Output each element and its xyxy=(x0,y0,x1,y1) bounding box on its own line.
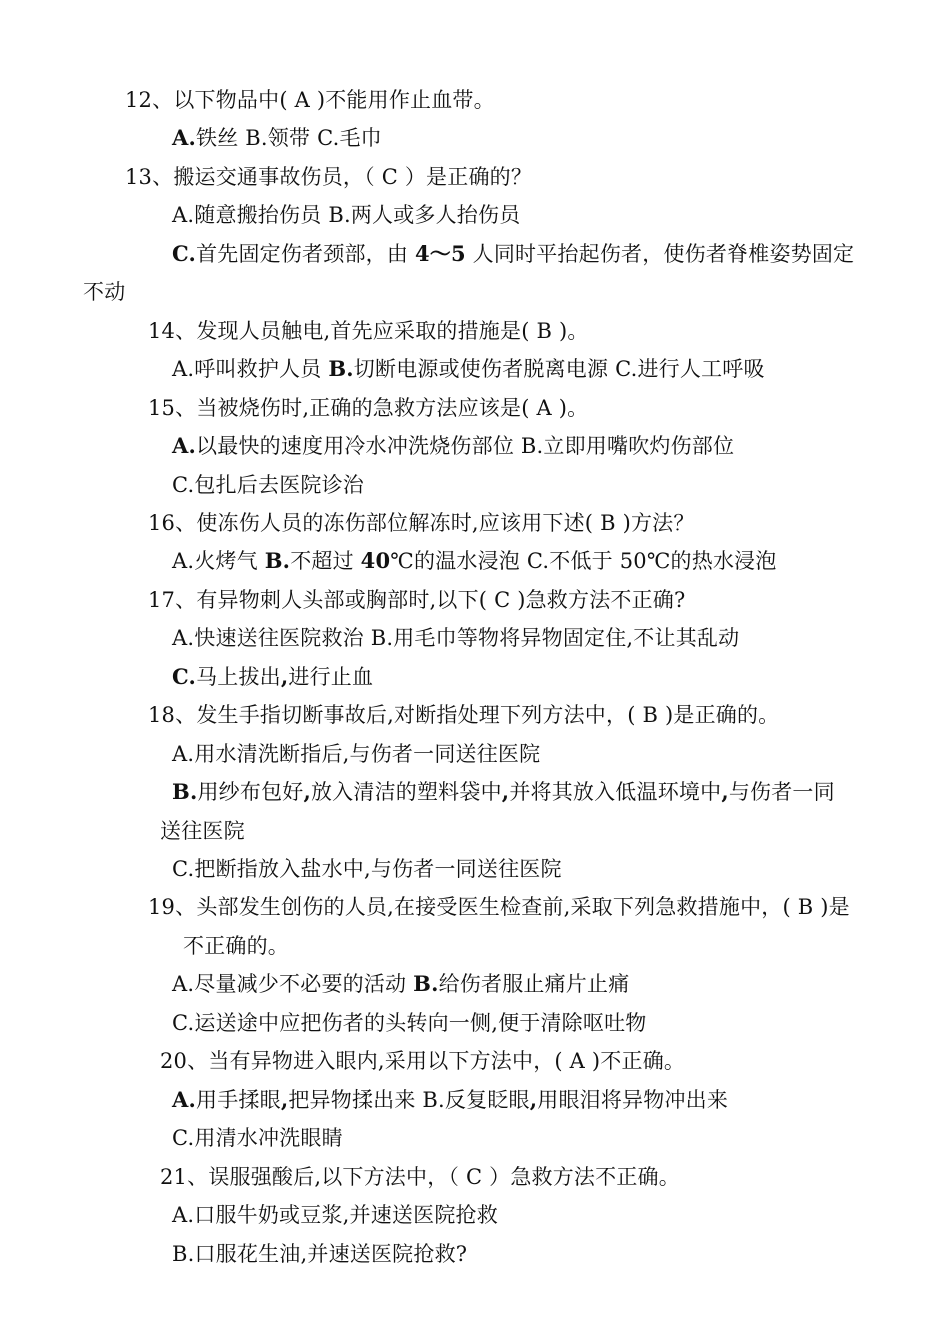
text-line: C.首先固定伤者颈部，由 4～5 人同时平抬起伤者，使伤者脊椎姿势固定 xyxy=(172,241,855,266)
text-line: A.口服牛奶或豆浆,并速送医院抢救 xyxy=(172,1203,498,1227)
text-line: C.包扎后去医院诊治 xyxy=(172,473,364,497)
text-line: A.火烤气 B.不超过 40℃的温水浸泡 C.不低于 50℃的热水浸泡 xyxy=(172,548,777,573)
text-line: 17、有异物刺人头部或胸部时,以下( C )急救方法不正确? xyxy=(148,588,686,612)
text-line: A.快速送往医院救治 B.用毛巾等物将异物固定住,不让其乱动 xyxy=(172,626,740,650)
text-line: C.马上拔出,进行止血 xyxy=(172,664,374,689)
text-line: 不正确的。 xyxy=(183,934,289,958)
text-line: A.呼叫救护人员 B.切断电源或使伤者脱离电源 C.进行人工呼吸 xyxy=(172,356,765,381)
text-line: C.运送途中应把伤者的头转向一侧,便于清除呕吐物 xyxy=(172,1011,647,1035)
text-line: 18、发生手指切断事故后,对断指处理下列方法中，( B )是正确的。 xyxy=(148,703,780,727)
text-line: A.用手揉眼,把异物揉出来 B.反复眨眼,用眼泪将异物冲出来 xyxy=(172,1087,729,1112)
text-line: C.用清水冲洗眼睛 xyxy=(172,1126,343,1150)
text-line: 14、发现人员触电,首先应采取的措施是( B )。 xyxy=(148,319,589,343)
text-line: A.铁丝 B.领带 C.毛巾 xyxy=(172,125,382,150)
text-line: 15、当被烧伤时,正确的急救方法应该是( A )。 xyxy=(148,396,589,420)
text-line: 不动 xyxy=(83,280,126,304)
text-line: A.尽量减少不必要的活动 B.给伤者服止痛片止痛 xyxy=(172,971,630,996)
text-line: B.用纱布包好,放入清洁的塑料袋中,并将其放入低温环境中,与伤者一同 xyxy=(172,779,835,804)
text-line: A.以最快的速度用冷水冲洗烧伤部位 B.立即用嘴吹灼伤部位 xyxy=(172,433,735,458)
text-line: A.随意搬抬伤员 B.两人或多人抬伤员 xyxy=(172,203,521,227)
text-line: B.口服花生油,并速送医院抢救? xyxy=(172,1242,468,1266)
text-line: 16、使冻伤人员的冻伤部位解冻时,应该用下述( B )方法？ xyxy=(148,511,695,535)
text-line: A.用水清洗断指后,与伤者一同送往医院 xyxy=(172,742,541,766)
text-line: C.把断指放入盐水中,与伤者一同送往医院 xyxy=(172,857,562,881)
text-line: 20、当有异物进入眼内,采用以下方法中，( A )不正确。 xyxy=(160,1049,686,1073)
text-line: 12、以下物品中( A )不能用作止血带。 xyxy=(125,88,495,112)
text-line: 送往医院 xyxy=(160,819,245,843)
text-line: 13、搬运交通事故伤员，（ C ）是正确的？ xyxy=(125,165,533,189)
text-line: 19、头部发生创伤的人员,在接受医生检查前,采取下列急救措施中，( B )是 xyxy=(148,895,850,919)
text-line: 21、误服强酸后,以下方法中，（ C ）急救方法不正确。 xyxy=(160,1165,680,1189)
